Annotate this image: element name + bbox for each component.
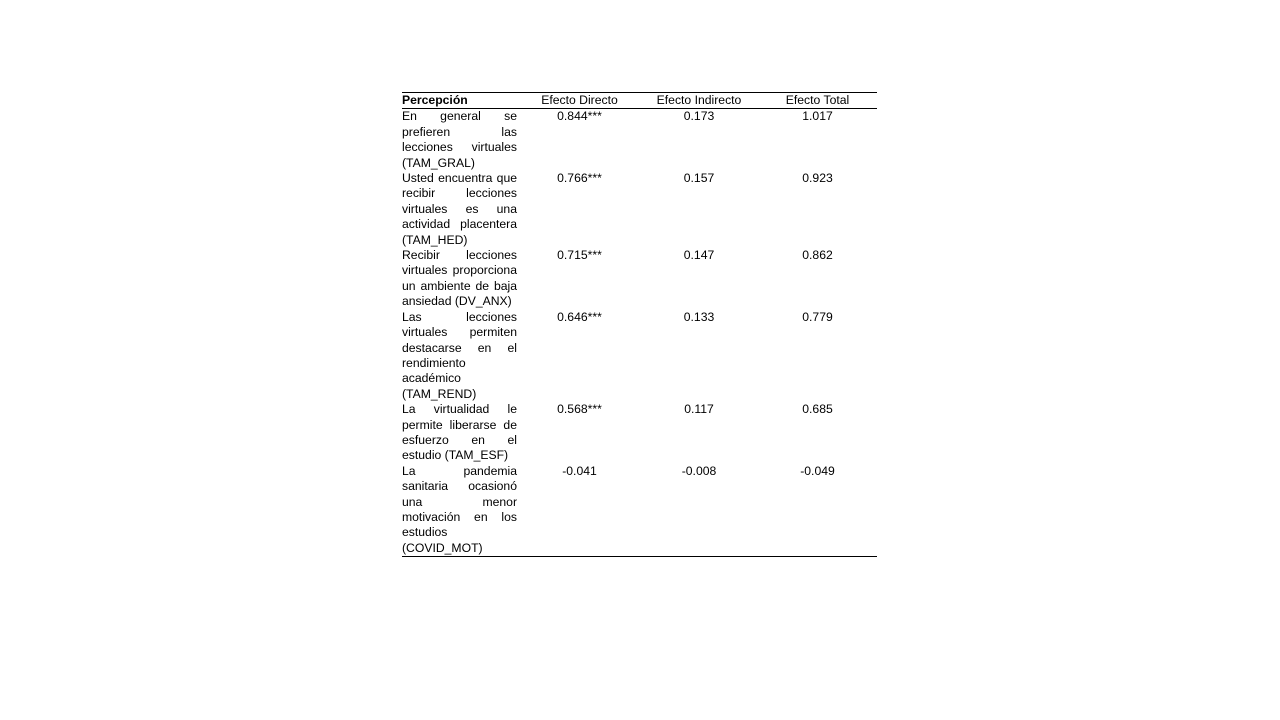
header-total-effect: Efecto Total (758, 93, 877, 109)
total-effect-value: 0.923 (802, 171, 833, 186)
total-effect-value: 0.685 (802, 402, 833, 417)
row-label: Usted encuentra que recibir lecciones virtuales es una actividad placentera (TAM_HED) (402, 171, 517, 247)
direct-effect-value: 0.715*** (557, 248, 602, 263)
row-label: La pandemia sanitaria ocasionó una menor motivación en los estudios (COVID_MOT) (402, 463, 517, 555)
total-effect-value: 0.779 (802, 309, 833, 324)
direct-effect-value: 0.568*** (557, 402, 602, 417)
direct-effect-value: -0.041 (519, 464, 640, 557)
direct-effect-value: 0.766*** (557, 171, 602, 186)
row-label: Recibir lecciones virtuales proporciona un ambiente de baja ansiedad (DV_ANX) (402, 248, 517, 309)
indirect-effect-value: 0.133 (683, 309, 715, 324)
table-row (402, 402, 877, 464)
indirect-effect-value: 0.147 (683, 248, 715, 263)
row-label: En general se prefieren las lecciones virtuales (TAM_GRAL) (402, 109, 517, 170)
indirect-effect-value: -0.008 (640, 464, 758, 557)
total-effect-value: 0.862 (802, 248, 833, 263)
effects-table (402, 92, 877, 557)
header-perception: Percepción (402, 93, 519, 109)
header-indirect-effect: Efecto Indirecto (640, 93, 758, 109)
header-direct-effect: Efecto Directo (519, 93, 640, 109)
row-label: Las lecciones virtuales permiten destacarse en el rendimiento académico (TAM_REND) (402, 309, 517, 401)
direct-effect-value: 0.844*** (557, 109, 602, 124)
table-row (402, 248, 877, 310)
table-row (402, 464, 877, 557)
total-effect-value: -0.049 (758, 464, 877, 557)
indirect-effect-value: 0.173 (683, 109, 715, 124)
indirect-effect-value: 0.117 (684, 402, 714, 417)
direct-effect-value: 0.646*** (557, 309, 602, 324)
row-label: La virtualidad le permite liberarse de esfuerzo en el estudio (TAM_ESF) (402, 402, 517, 463)
table-row (402, 171, 877, 248)
table-row (402, 310, 877, 402)
table-row (402, 109, 877, 171)
indirect-effect-value: 0.157 (683, 171, 715, 186)
table-header-row (402, 93, 877, 109)
total-effect-value: 1.017 (802, 109, 833, 124)
